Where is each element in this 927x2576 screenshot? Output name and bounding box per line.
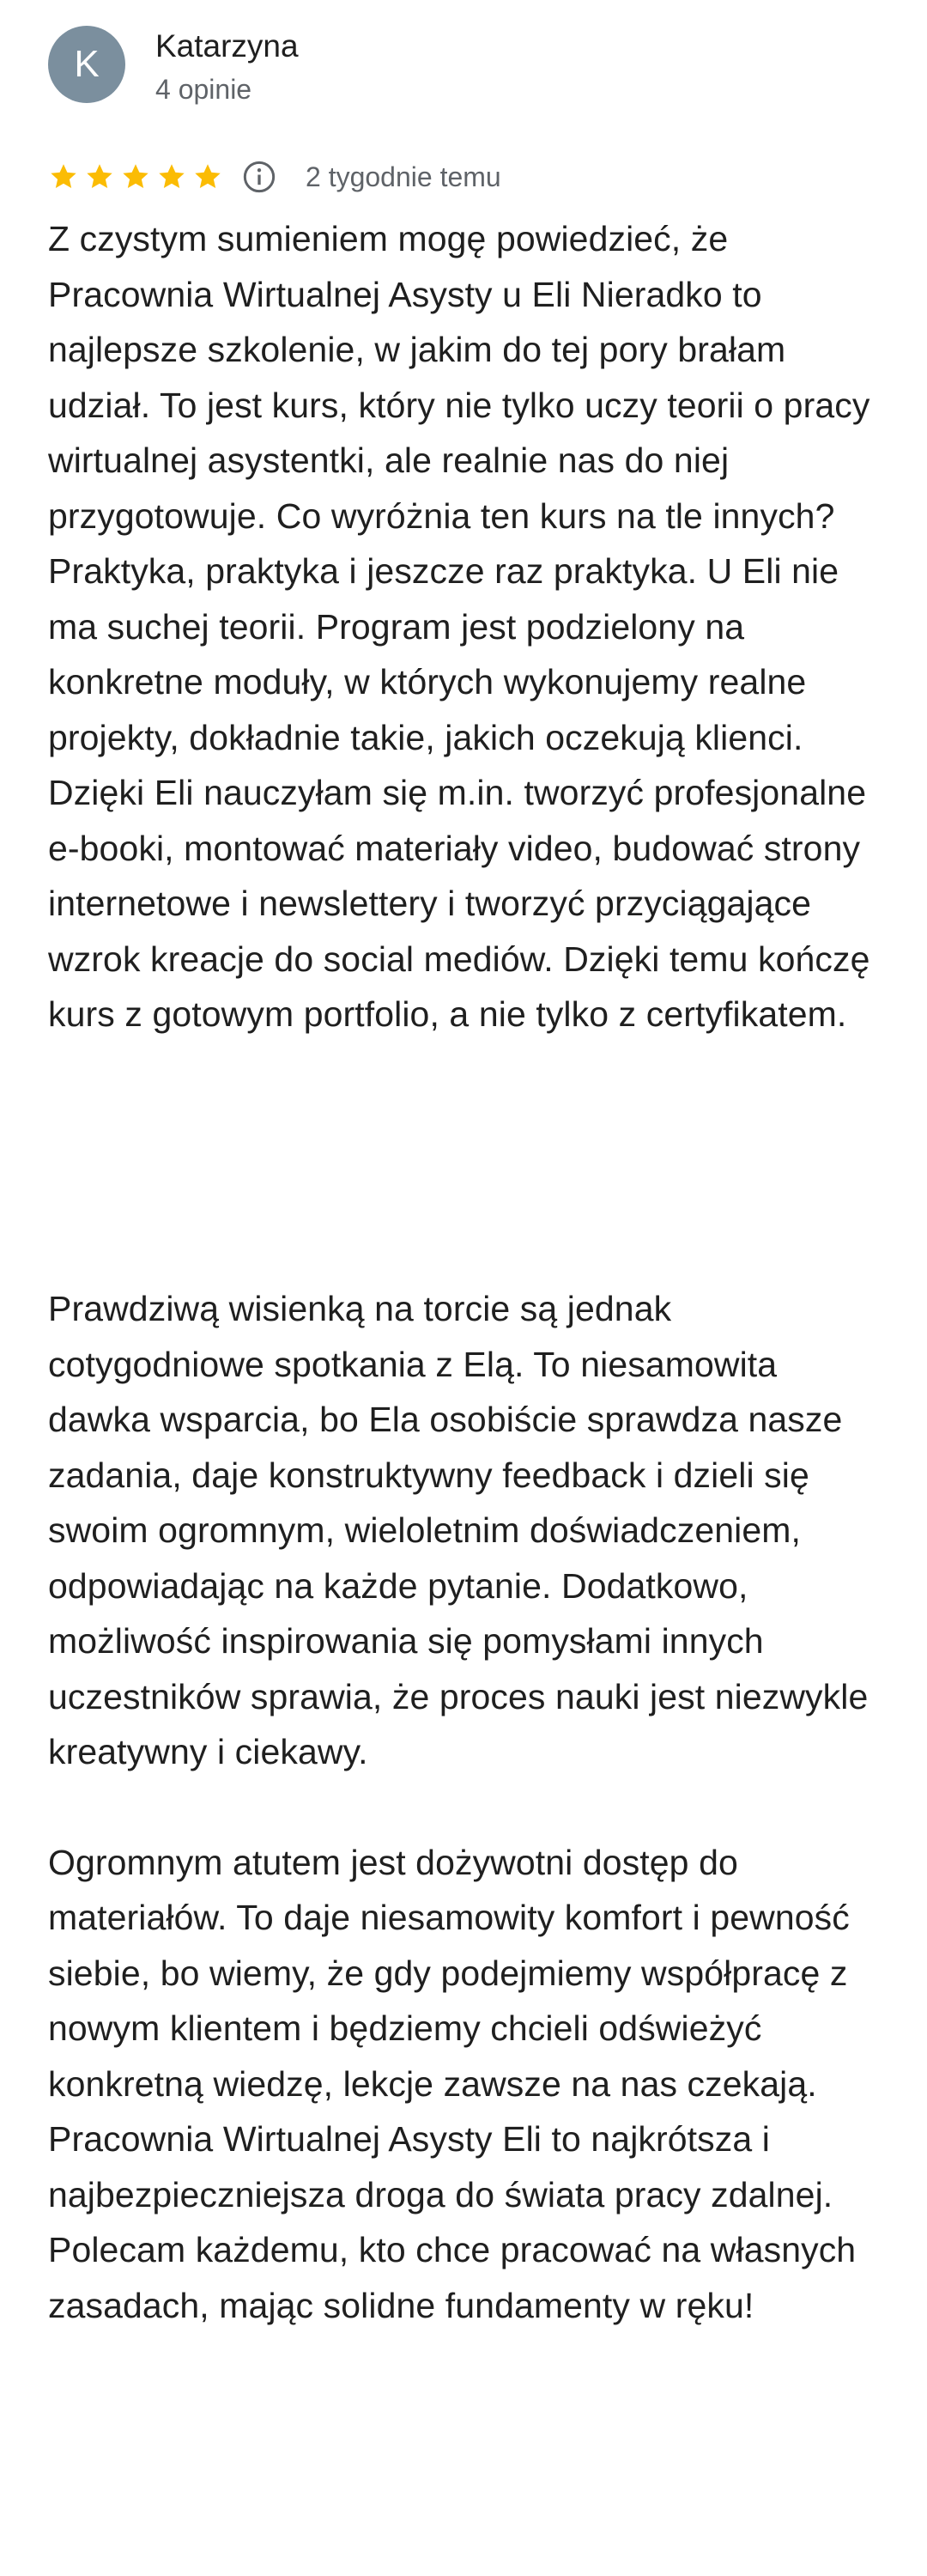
review-date: 2 tygodnie temu [306, 161, 501, 192]
reviewer-review-count: 4 opinie [155, 74, 252, 105]
avatar[interactable]: K [48, 26, 125, 103]
review-paragraph: Prawdziwą wisienką na torcie są jednak cotygodniowe spotkania z Elą. To niesamowita dawka wsparcia, bo Ela osobiście sprawdza nasze zadania, daje konstruktywny feedback i dzieli się swoim ogromnym, wieloletnim doświadczeniem, odpowiadając na każde pytanie. Dodatkowo, możliwość inspirowania się pomysłami innych uczestników sprawia, że proces nauki jest niezwykle kreatywny i ciekawy. [48, 1289, 869, 1771]
reviewer-name[interactable]: Katarzyna [155, 28, 299, 64]
review-meta [48, 151, 879, 203]
star-rating [48, 161, 223, 192]
star-icon [120, 161, 151, 192]
info-icon[interactable] [242, 160, 276, 194]
review-paragraph: Z czystym sumieniem mogę powiedzieć, że Pracownia Wirtualnej Asysty u Eli Nieradko to najlepsze szkolenie, w jakim do tej pory brałam udział. To jest kurs, który nie tylko uczy teorii o pracy wirtualnej asystentki, ale realnie nas do niej przygotowuje. Co wyróżnia ten kurs na tle innych? Praktyka, praktyka i jeszcze raz praktyka. U Eli nie ma suchej teorii. Program jest podzielony na konkretne moduły, w których wykonujemy realne projekty, dokładnie takie, jakich oczekują klienci. Dzięki Eli nauczyłam się m.in. tworzyć profesjonalne e-booki, montować materiały video, budować strony internetowe i newslettery i tworzyć przyciągające wzrok kreacje do social mediów. Dzięki temu kończę kurs z gotowym portfolio, a nie tylko z certyfikatem. [48, 219, 870, 1034]
review-paragraph: Ogromnym atutem jest dożywotni dostęp do materiałów. To daje niesamowity komfort i pewność siebie, bo wiemy, że gdy podejmiemy współpracę z nowym klientem i będziemy chcieli odświeżyć konkretną wiedzę, lekcje zawsze na nas czekają. Pracownia Wirtualnej Asysty Eli to najkrótsza i najbezpieczniejsza droga do świata pracy zdalnej. Polecam każdemu, kto chce pracować na własnych zasadach, mając solidne fundamenty w ręku! [48, 1842, 857, 2325]
review-text [48, 211, 881, 2333]
star-icon [84, 161, 115, 192]
star-icon [192, 161, 223, 192]
star-icon [48, 161, 79, 192]
star-icon [156, 161, 187, 192]
reviewer-header [48, 26, 879, 105]
